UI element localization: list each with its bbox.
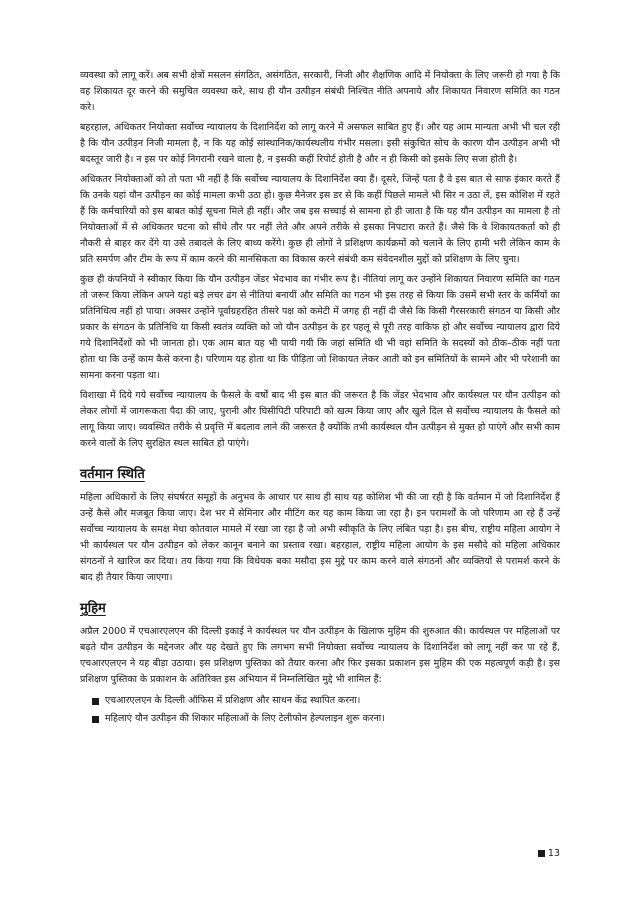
square-bullet-icon: [92, 716, 99, 723]
square-marker-icon: [538, 850, 545, 857]
intro-paragraph-1: व्यवस्था को लागू करें। अब सभी क्षेत्रों मसलन संगठित, असंगठित, सरकारी, निजी और शैक्षणिक आदि में नियोक्ता के लिए जरूरी हो गया है कि वह शिकायत दूर करने की समुचित व्यवस्था करे, साथ ही यौन उत्पीड़न संबंधी निश्चित नीति अपनाये और शिकायत निवारण समिति का गठन करे।: [80, 70, 560, 113]
intro-paragraph-3: अधिकतर नियोक्ताओं को तो पता भी नहीं है कि सर्वोच्च न्यायालय के दिशानिर्देश क्या हैं। दूसरे, जिन्हें पता है वे इस बात से साफ इंकार करते हैं कि उनके यहां यौन उत्पीड़न का कोई मामला कभी उठा हो। कुछ मैनेजर इस डर से कि कहीं पिछले मामले भी सिर न उठा लें, इस कोशिश में रहते हैं कि कर्मचारियों को इस बाबत कोई सूचना मिले ही नहीं। और जब इस सच्चाई से सामना हो ही जाता है कि यह यौन उत्पीड़न का मामला है तो नियोक्ताओं में से अधिकतर घटना को सीधे तौर पर नहीं लेते और अपने तरीके से इसका निपटारा करते हैं। जैसे कि वे शिकायतकर्ता को ही नौकरी से बाहर कर देंगे या उसे तबादले के लिए बाध्य करेंगे। कुछ ही लोगों ने प्रशिक्षण कार्यक्रमों को चलाने के लिए हामी भरी लेकिन काम के प्रति समर्पण और टीम के रूप में काम करने की मानसिकता का विकास करने संबंधी कम संवेदनशील मुद्दों को प्रशिक्षण के लिए चुना।: [80, 174, 560, 265]
page-number-text: 13: [547, 848, 560, 859]
page-content: [80, 68, 560, 728]
bullet-text: एचआरएलएन के दिल्ली ऑफिस में प्रशिक्षण और साधन केंद्र स्थापित करना।: [105, 695, 361, 706]
intro-paragraph-2: बहरहाल, अधिकतर नियोक्ता सर्वोच्च न्यायालय के दिशानिर्देश को लागू करने में असफल साबित हुए हैं। और यह आम मान्यता अभी भी चल रही है कि यौन उत्पीड़न निजी मामला है, न कि यह कोई सांस्थानिक/कार्यस्थलीय गंभीर मसला। इसी संकुचित सोच के कारण यौन उत्पीड़न अभी भी बदस्तूर जारी है। न इस पर कोई निगरानी रखने वाला है, न इसकी कहीं रिपोर्ट होती है और न ही किसी को इसके लिए सजा होती है।: [80, 122, 560, 165]
square-bullet-icon: [92, 698, 99, 705]
intro-paragraph-4: कुछ ही कंपनियों ने स्वीकार किया कि यौन उत्पीड़न जेंडर भेदभाव का गंभीर रूप है। नीतियां लागू कर उन्होंने शिकायत निवारण समिति का गठन तो जरूर किया लेकिन अपने यहां बड़े लचर ढंग से नीतियां बनायीं और समिति का गठन भी इस तरह से किया कि उसमें सभी स्तर के कर्मियों का प्रतिनिधित्व नहीं हो पाया। अक्सर उन्होंने पूर्वाग्रहरहित तीसरे पक्ष को कमेटी में जगह ही नहीं दी जैसे कि किसी गैरसरकारी संगठन या किसी और प्रकार के संगठन के प्रतिनिधि या किसी स्वतंत्र व्यक्ति को जो यौन उत्पीड़न के हर पहलू से पूरी तरह वाकिफ हो और सर्वोच्च न्यायालय द्वारा दिये गये दिशानिर्देशों को भी जानता हो। एक आम बात यह भी पायी गयी कि जहां समिति थी भी वहां समिति के सदस्यों को ठीक–ठीक नहीं पता होता था कि उन्हें काम कैसे करना है। परिणाम यह होता था कि पीड़िता जो शिकायत लेकर आती को इन समितियों के सामने और भी परेशानी का सामना करना पड़ता था।: [80, 274, 560, 381]
section-heading-campaign: मुहिम: [80, 601, 106, 616]
campaign-paragraph: अप्रैल 2000 में एचआरएलएन की दिल्ली इकाई ने कार्यस्थल पर यौन उत्पीड़न के खिलाफ मुहिम की शुरुआत की। कार्यस्थल पर महिलाओं पर बढ़ते यौन उत्पीड़न के मद्देनजर और यह देखते हुए कि लगभग सभी नियोक्ता सर्वोच्च न्यायालय के दिशानिर्देश को लागू नहीं कर पा रहे हैं, एचआरएलएन ने यह बीड़ा उठाया। इस प्रशिक्षण पुस्तिका को तैयार करना और फिर इसका प्रकाशन इस मुहिम की एक महत्वपूर्ण कड़ी है। इस प्रशिक्षण पुस्तिका के प्रकाशन के अतिरिक्त इस अभियान में निम्नलिखित मुद्दे भी शामिल हैं:: [80, 626, 560, 685]
current-status-paragraph: महिला अधिकारों के लिए संघर्षरत समूहों के अनुभव के आधार पर साथ ही साथ यह कोशिश भी की जा रही है कि वर्तमान में जो दिशानिर्देश हैं उन्हें कैसे और मजबूत किया जाए। देश भर में सेमिनार और मीटिंग कर यह काम किया जा रहा है। इन परामर्शों के जो परिणाम आ रहे हैं उन्हें सर्वोच्च न्यायालय के समक्ष मेधा कोतवाल मामले में रखा जा रहा है जो अभी स्वीकृति के लिए लंबित पड़ा है। इस बीच, राष्ट्रीय महिला आयोग ने भी कार्यस्थल पर यौन उत्पीड़न को लेकर कानून बनाने का प्रस्ताव रखा। बहरहाल, राष्ट्रीय महिला आयोग के इस मसौदे को महिला अधिकार संगठनों ने खारिज कर दिया। तय किया गया कि विधेयक बका मसौदा इस मुद्दे पर काम करने वाले संगठनों और व्यक्तियों से परामर्श करने के बाद ही तैयार किया जाएगा।: [80, 492, 560, 583]
intro-paragraph-5: विशाखा में दिये गये सर्वोच्च न्यायालय के फैसले के वर्षों बाद भी इस बात की जरूरत है कि जेंडर भेदभाव और कार्यस्थल पर यौन उत्पीड़न को लेकर लोगों में जागरूकता पैदा की जाए, पुरानी और घिसीपिटी परिपाटी को खत्म किया जाए और खुले दिल से सर्वोच्च न्यायालय के फैसले को लागू किया जाए। व्यवस्थित तरीके से प्रवृत्ति में बदलाव लाने की जरूरत है क्योंकि तभी कार्यस्थल यौन उत्पीड़न से मुक्त हो पाएंगे और सभी काम करने वालों के लिए सुरक्षित स्थल साबित हो पाएंगे।: [80, 390, 560, 449]
section-heading-current-status: वर्तमान स्थिति: [80, 467, 145, 482]
page-number: [538, 848, 560, 859]
list-item: [92, 692, 560, 710]
campaign-bullet-list: [92, 692, 560, 728]
bullet-text: महिलाएं यौन उत्पीड़न की शिकार महिलाओं के लिए टेलीफोन हेल्पलाइन शुरू करना।: [105, 713, 385, 724]
list-item: [92, 710, 560, 728]
